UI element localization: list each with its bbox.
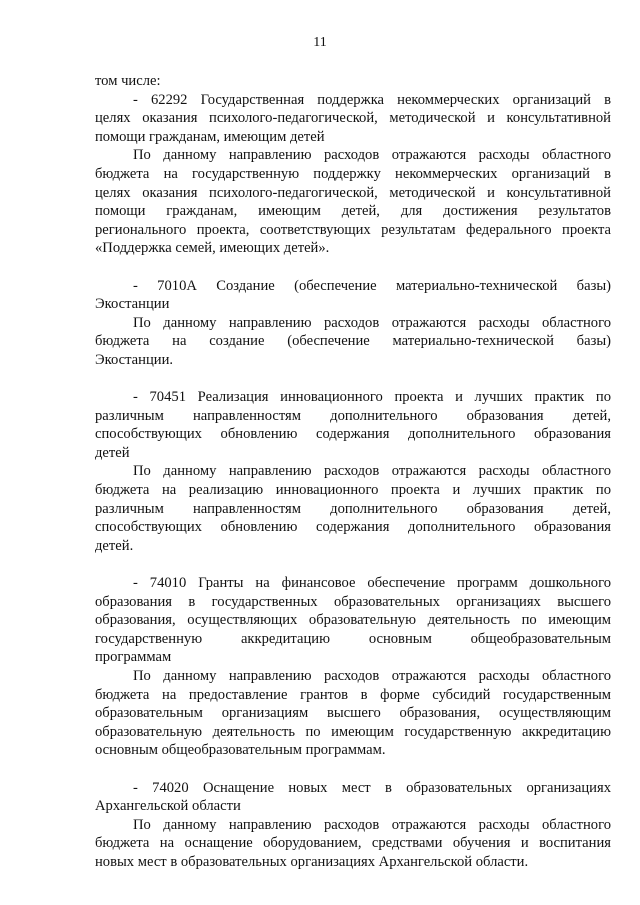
text-line: основным общеобразовательным программам. [95,742,386,759]
text-line: различным направленностям дополнительного образования детей, [95,407,611,424]
paragraph-gap [95,555,611,574]
text-line: бюджета на реализацию инновационного проекта и лучших практик по [95,482,611,499]
text-line: способствующих обновлению содержания дополнительного образования [95,426,611,443]
text-line: помощи гражданам, имеющим детей [95,128,325,145]
text-line: образовательным организациям высшего образования, осуществляющим [95,705,611,722]
text-line: «Поддержка семей, имеющих детей». [95,240,330,257]
text-line: том числе: [95,73,161,89]
text-line: бюджета на оснащение оборудованием, средствами обучения и воспитания [95,835,611,852]
text-line: По данному направлению расходов отражаются расходы областного [133,463,611,480]
text-line: бюджета на предоставление грантов в форме субсидий государственным [95,686,611,703]
text-line: государственную аккредитацию основным общеобразовательным [95,630,611,647]
text-line: детей [95,444,130,461]
document-body [95,72,611,872]
text-line: образования в государственных образовательных организациях высшего [95,593,611,610]
text-line: программам [95,649,172,666]
text-line: различным направленностям дополнительного образования детей, [95,500,611,517]
paragraph-gap [95,258,611,277]
page-number: 11 [313,35,327,50]
paragraph-gap [95,760,611,779]
text-line: - 7010А Создание (обеспечение материально-технической базы) [133,277,611,294]
text-line: образования, осуществляющих образовательную деятельность по имеющим [95,612,611,629]
text-line: Архангельской области [95,798,241,815]
text-line: бюджета на государственную поддержку некоммерческих организаций в [95,165,611,182]
text-line: По данному направлению расходов отражаются расходы областного [133,816,611,833]
text-line: новых мест в образовательных организациях Архангельской области. [95,853,529,870]
text-line: детей. [95,537,134,554]
text-line: образовательную деятельность по имеющим государственную аккредитацию [95,723,611,740]
text-line: целях оказания психолого-педагогической, методической и консультативной [95,110,611,127]
text-line: целях оказания психолого-педагогической, методической и консультативной [95,184,611,201]
text-line: По данному направлению расходов отражаются расходы областного [133,668,611,684]
text-line: Экостанции [95,296,170,313]
paragraph-gap [95,370,611,389]
text-line: помощи гражданам, имеющим детей, для достижения результатов [95,203,611,220]
text-line: Экостанции. [95,351,174,368]
text-line: - 62292 Государственная поддержка некоммерческих организаций в [133,91,611,108]
text-line: По данному направлению расходов отражаются расходы областного [133,314,611,331]
text-line: - 70451 Реализация инновационного проекта и лучших практик по [133,389,611,406]
text-line: регионального проекта, соответствующих результатам федерального проекта [95,221,611,238]
text-line: - 74020 Оснащение новых мест в образовательных организациях [133,779,611,796]
text-line: способствующих обновлению содержания дополнительного образования [95,519,611,536]
text-line: По данному направлению расходов отражаются расходы областного [133,147,611,164]
text-line: - 74010 Гранты на финансовое обеспечение программ дошкольного [133,575,611,592]
text-line: бюджета на создание (обеспечение материально-технической базы) [95,333,611,350]
